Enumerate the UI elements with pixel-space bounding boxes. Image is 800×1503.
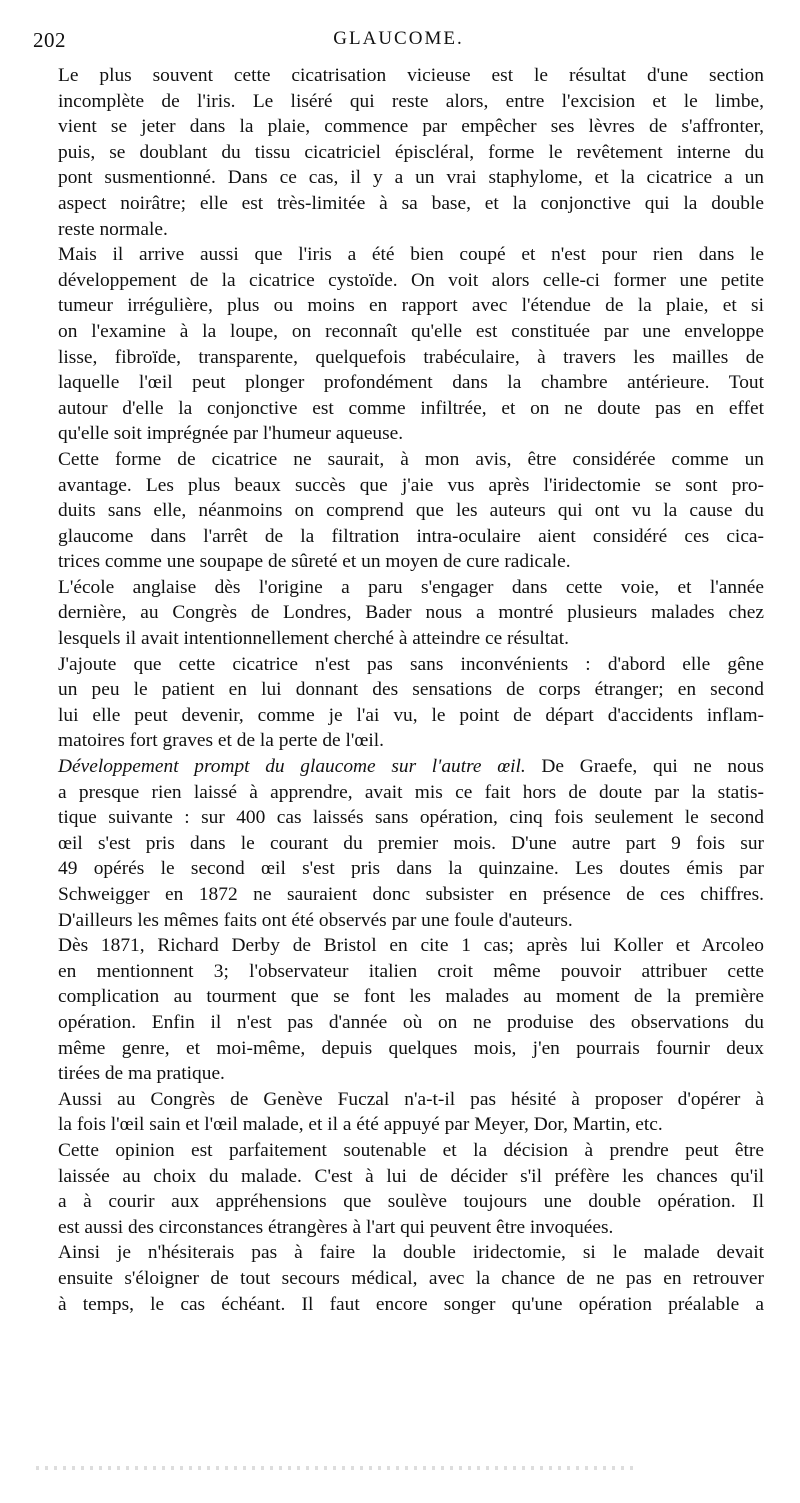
text-line: un peu le patient en lui donnant des sensations de corps étranger; en second xyxy=(58,679,764,701)
paragraph xyxy=(33,447,764,575)
text-line: la fois l'œil sain et l'œil malade, et il a été appuyé par Meyer, Dor, Martin, etc. xyxy=(58,1114,663,1136)
text-line: trices comme une soupape de sûreté et un moyen de cure radicale. xyxy=(58,551,571,573)
text-line: lisse, fibroïde, transparente, quelquefois trabéculaire, à travers les mailles de xyxy=(58,346,764,368)
paragraph xyxy=(33,575,764,652)
text-line: incomplète de l'iris. Le liséré qui reste alors, entre l'excision et le limbe, xyxy=(58,90,764,112)
text-line: 49 opérés le second œil s'est pris dans la quinzaine. Les doutes émis par xyxy=(58,858,764,880)
text-line: complication au tourment que se font les malades au moment de la première xyxy=(58,986,764,1008)
text-line: autour d'elle la conjonctive est comme infiltrée, et on ne doute pas en effet xyxy=(58,397,764,419)
text-line: opération. Enfin il n'est pas d'année où on ne produise des observations du xyxy=(58,1011,764,1033)
text-line: puis, se doublant du tissu cicatriciel épiscléral, forme le revêtement interne du xyxy=(58,141,764,163)
text-line: J'ajoute que cette cicatrice n'est pas sans inconvénients : d'abord elle gêne xyxy=(58,653,764,675)
text-line: Aussi au Congrès de Genève Fuczal n'a-t-il pas hésité à proposer d'opérer à xyxy=(58,1088,764,1110)
paragraph xyxy=(33,242,764,447)
text-line: dernière, au Congrès de Londres, Bader nous a montré plusieurs malades chez xyxy=(58,602,764,624)
text-line: Dès 1871, Richard Derby de Bristol en cite 1 cas; après lui Koller et Arcoleo xyxy=(58,935,764,957)
text-line: tirées de ma pratique. xyxy=(58,1063,225,1085)
paragraph xyxy=(33,1138,764,1240)
text-line: pont susmentionné. Dans ce cas, il y a un vrai staphylome, et la cicatrice a un xyxy=(58,167,764,189)
text-line: glaucome dans l'arrêt de la filtration intra-oculaire aient considéré ces cica- xyxy=(58,525,764,547)
text-line: à temps, le cas échéant. Il faut encore songer qu'une opération préalable a xyxy=(58,1293,764,1315)
paragraph xyxy=(33,1087,764,1138)
text-line: aspect noirâtre; elle est très-limitée à sa base, et la conjonctive qui la double xyxy=(58,192,764,214)
text-line: est aussi des circonstances étrangères à l'art qui peuvent être invoquées. xyxy=(58,1216,614,1238)
paragraph xyxy=(33,933,764,1087)
text-line: laissée au choix du malade. C'est à lui de décider s'il préfère les chances qu'il xyxy=(58,1165,764,1187)
text-line: Cette opinion est parfaitement soutenable et la décision à prendre peut être xyxy=(58,1139,764,1161)
text-line: qu'elle soit imprégnée par l'humeur aqueuse. xyxy=(58,423,404,445)
section-heading: Développement prompt du glaucome sur l'autre œil. xyxy=(58,756,526,778)
text-line: duits sans elle, néanmoins on comprend que les auteurs qui ont vu la cause du xyxy=(58,500,764,522)
text-line: laquelle l'œil peut plonger profondément dans la chambre antérieure. Tout xyxy=(58,372,764,394)
text-line: L'école anglaise dès l'origine a paru s'engager dans cette voie, et l'année xyxy=(58,576,764,598)
page-number: 202 xyxy=(33,28,66,52)
text-line: Ainsi je n'hésiterais pas à faire la double iridectomie, si le malade devait xyxy=(58,1242,764,1264)
text-line: ensuite s'éloigner de tout secours médical, avec la chance de ne pas en retrouver xyxy=(58,1267,764,1289)
page-bottom-marks xyxy=(36,1466,636,1470)
text-line: a à courir aux appréhensions que soulève toujours une double opération. Il xyxy=(58,1191,764,1213)
paragraph xyxy=(33,63,764,242)
paragraph xyxy=(33,1240,764,1317)
text-line: reste normale. xyxy=(58,218,168,240)
text-line: matoires fort graves et de la perte de l'œil. xyxy=(58,730,385,752)
text-line: lesquels il avait intentionnellement cherché à atteindre ce résultat. xyxy=(58,628,569,650)
text-line: tumeur irrégulière, plus ou moins en rapport avec l'étendue de la plaie, et si xyxy=(58,295,764,317)
text-line: on l'examine à la loupe, on reconnaît qu'elle est constituée par une enveloppe xyxy=(58,320,764,342)
text-line: en mentionnent 3; l'observateur italien croit même pouvoir attribuer cette xyxy=(58,960,764,982)
text-line: lui elle peut devenir, comme je l'ai vu, le point de départ d'accidents inflam- xyxy=(58,704,764,726)
running-title: GLAUCOME. xyxy=(333,28,464,49)
text-line: Mais il arrive aussi que l'iris a été bien coupé et n'est pour rien dans le xyxy=(58,244,764,266)
text-line xyxy=(33,754,764,780)
text-line: vient se jeter dans la plaie, commence par empêcher ses lèvres de s'affronter, xyxy=(58,116,764,138)
paragraph xyxy=(33,754,764,933)
text-line: Schweigger en 1872 ne sauraient donc subsister en présence de ces chiffres. xyxy=(58,884,764,905)
text-line: tique suivante : sur 400 cas laissés sans opération, cinq fois seulement le second xyxy=(58,807,764,829)
text-line: D'ailleurs les mêmes faits ont été observés par une foule d'auteurs. xyxy=(58,909,573,931)
paragraph xyxy=(33,652,764,754)
heading-line-rest: De Graefe, qui ne nous xyxy=(525,756,764,778)
text-line: Cette forme de cicatrice ne saurait, à mon avis, être considérée comme un xyxy=(58,448,764,470)
text-line: avantage. Les plus beaux succès que j'aie vus après l'iridectomie se sont pro- xyxy=(58,474,764,496)
text-line: œil s'est pris dans le courant du premier mois. D'une autre part 9 fois sur xyxy=(58,832,764,854)
page-header xyxy=(33,28,764,58)
body-text xyxy=(33,63,764,1317)
text-line: a presque rien laissé à apprendre, avait mis ce fait hors de doute par la statis- xyxy=(58,781,764,803)
text-line: même genre, et moi-même, depuis quelques mois, j'en pourrais fournir deux xyxy=(58,1037,764,1059)
text-line: développement de la cicatrice cystoïde. On voit alors celle-ci former une petite xyxy=(58,269,764,291)
text-line: Le plus souvent cette cicatrisation vicieuse est le résultat d'une section xyxy=(58,65,764,86)
